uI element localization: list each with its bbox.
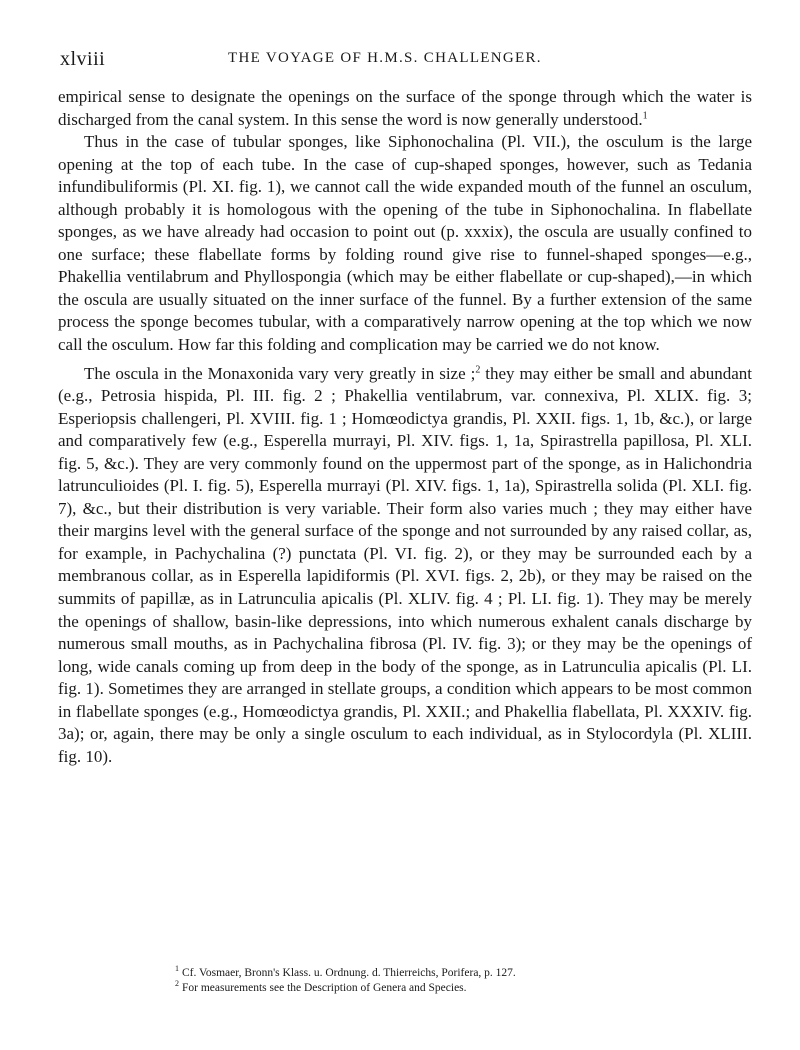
footnote-1-mark: 1 [175, 964, 179, 974]
running-head [60, 48, 750, 72]
footnotes [175, 966, 735, 996]
page-number: xlviii [60, 48, 106, 70]
paragraph-1 [58, 86, 752, 131]
paragraph-1-text: empirical sense to designate the openings on the surface of the sponge through which the water is discharged from the canal system. In this sense the word is now generally understood. [58, 87, 752, 129]
paragraph-2-text: Thus in the case of tubular sponges, like Siphonochalina (Pl. VII.), the osculum is the large opening at the top of each tube. In the case of cup-shaped sponges, however, such as Tedania infundibuliformis (Pl. XI. fig. 1), we cannot call the wide expanded mouth of the funnel an osculum, although probably it is homologous with the opening of the tube in Siphonochalina. In flabellate sponges, as we have already had occasion to point out (p. xxxix), the oscula are usually confined to one surface; these flabellate forms by folding round give rise to funnel-shaped sponges—e.g., Phakellia ventilabrum and Phyllospongia (which may be either flabellate or cup-shaped),—in which the oscula are usually situated on the inner surface of the funnel. By a further extension of the same process the sponge becomes tubular, with a comparatively narrow opening at the top which we now call the osculum. How far this folding and complication may be carried we do not know. [58, 132, 752, 355]
footnote-ref-1: 1 [642, 109, 648, 121]
footnote-2-mark: 2 [175, 979, 179, 989]
footnote-1-text: Cf. Vosmaer, Bronn's Klass. u. Ordnung. d. Thierreichs, Porifera, p. 127. [182, 967, 516, 979]
footnote-1 [175, 966, 735, 981]
footnote-2-text: For measurements see the Description of Genera and Species. [182, 982, 467, 994]
footnote-ref-2: 2 [475, 363, 481, 375]
running-title: THE VOYAGE OF H.M.S. CHALLENGER. [228, 50, 542, 66]
paragraph-2 [58, 131, 752, 356]
paragraph-3 [58, 363, 752, 769]
paragraph-3-text-a: The oscula in the Monaxonida vary very greatly in size ; [84, 363, 476, 383]
paragraph-3-text-b: they may either be small and abundant (e.g., Petrosia hispida, Pl. III. fig. 2 ; Phakellia ventilabrum, var. connexiva, Pl. XLIX. fig. 3; Esperiopsis challengeri, Pl. XVIII. fig. 1 ; Homœodictya grandis, Pl. XXII. figs. 1, 1b, &c.), or large and comparatively few (e.g., Esperella murrayi, Pl. XIV. figs. 1, 1a, Spirastrella papillosa, Pl. XLI. fig. 5, &c.). They are very commonly found on the uppermost part of the sponge, as in Halichondria latrunculioides (Pl. I. fig. 5), Esperella murrayi (Pl. XIV. figs. 1, 1a), Spirastrella solida (Pl. XLI. fig. 7), &c., but their distribution is very variable. Their form also varies much ; they may either have their margins level with the general surface of the sponge and not surrounded by any raised collar, as, for example, in Pachychalina (?) punctata (Pl. VI. fig. 2), or they may be surrounded each by a membranous collar, as in Esperella lapidiformis (Pl. XVI. figs. 2, 2b), or they may be raised on the summits of papillæ, as in Latrunculia apicalis (Pl. XLIV. fig. 4 ; Pl. LI. fig. 1). They may be merely the openings of shallow, basin-like depressions, into which numerous exhalent canals discharge by numerous small mouths, as in Pachychalina fibrosa (Pl. IV. fig. 3); or they may be the openings of long, wide canals coming up from deep in the body of the sponge, as in Latrunculia apicalis (Pl. LI. fig. 1). Sometimes they are arranged in stellate groups, a condition which appears to be most common in flabellate sponges (e.g., Homœodictya grandis, Pl. XXII.; and Phakellia flabellata, Pl. XXXIV. fig. 3a); or, again, there may be only a single osculum to each individual, as in Stylocordyla (Pl. XLIII. fig. 10). [58, 363, 752, 766]
body-text [58, 86, 752, 768]
footnote-2 [175, 981, 735, 996]
